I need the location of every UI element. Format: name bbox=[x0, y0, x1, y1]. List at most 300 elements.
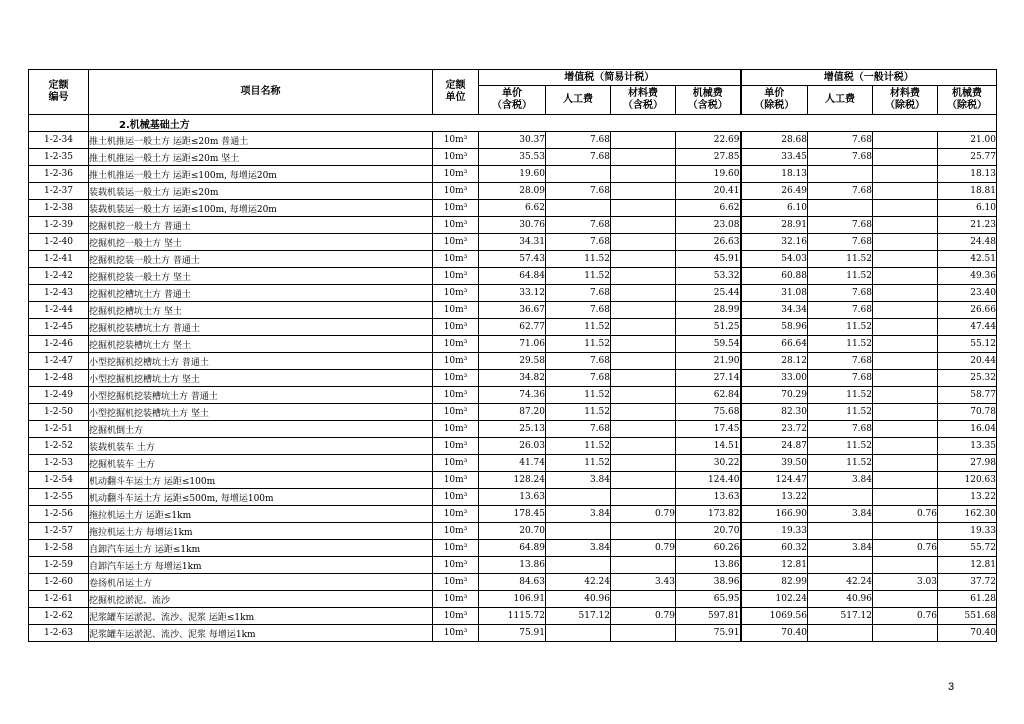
general-labor: 11.52 bbox=[808, 387, 873, 404]
simple-material bbox=[611, 251, 676, 268]
simple-machine: 75.68 bbox=[676, 404, 741, 421]
general-material bbox=[873, 166, 938, 183]
general-material: 0.76 bbox=[873, 608, 938, 625]
table-row bbox=[29, 217, 997, 234]
simple-labor: 3.84 bbox=[546, 472, 611, 489]
simple-machine: 26.63 bbox=[676, 234, 741, 251]
simple-labor: 11.52 bbox=[546, 455, 611, 472]
table-row bbox=[29, 183, 997, 200]
simple-labor: 11.52 bbox=[546, 319, 611, 336]
general-material bbox=[873, 183, 938, 200]
quota-unit: 10m³ bbox=[433, 557, 479, 574]
simple-material: 0.79 bbox=[611, 608, 676, 625]
simple-labor bbox=[546, 166, 611, 183]
general-unit-price: 60.32 bbox=[741, 540, 808, 557]
general-machine: 18.13 bbox=[938, 166, 997, 183]
general-unit-price: 18.13 bbox=[741, 166, 808, 183]
general-labor: 7.68 bbox=[808, 370, 873, 387]
simple-labor bbox=[546, 557, 611, 574]
simple-unit-price: 13.63 bbox=[479, 489, 546, 506]
general-machine: 21.00 bbox=[938, 132, 997, 149]
table-row bbox=[29, 438, 997, 455]
simple-labor: 11.52 bbox=[546, 336, 611, 353]
simple-machine: 597.81 bbox=[676, 608, 741, 625]
general-unit-price: 33.00 bbox=[741, 370, 808, 387]
simple-material bbox=[611, 370, 676, 387]
general-material bbox=[873, 285, 938, 302]
simple-material bbox=[611, 149, 676, 166]
simple-machine: 75.91 bbox=[676, 625, 741, 642]
general-machine: 70.78 bbox=[938, 404, 997, 421]
simple-material bbox=[611, 234, 676, 251]
quota-unit: 10m³ bbox=[433, 387, 479, 404]
table-row bbox=[29, 234, 997, 251]
simple-unit-price: 25.13 bbox=[479, 421, 546, 438]
general-unit-price: 58.96 bbox=[741, 319, 808, 336]
simple-labor bbox=[546, 489, 611, 506]
simple-machine: 13.86 bbox=[676, 557, 741, 574]
general-unit-price: 12.81 bbox=[741, 557, 808, 574]
general-machine: 55.12 bbox=[938, 336, 997, 353]
quota-code: 1-2-45 bbox=[29, 319, 89, 336]
simple-material bbox=[611, 455, 676, 472]
quota-code: 1-2-37 bbox=[29, 183, 89, 200]
simple-material: 0.79 bbox=[611, 540, 676, 557]
quota-unit: 10m³ bbox=[433, 319, 479, 336]
simple-labor: 7.68 bbox=[546, 234, 611, 251]
simple-machine: 53.32 bbox=[676, 268, 741, 285]
general-labor bbox=[808, 166, 873, 183]
quota-code: 1-2-51 bbox=[29, 421, 89, 438]
simple-material bbox=[611, 489, 676, 506]
header-general-machine: 机械费 （除税） bbox=[938, 86, 997, 115]
item-name: 装载机装运一般土方 运距≤100m, 每增运20m bbox=[89, 200, 433, 217]
header-simple-tax-group: 增值税（简易计税） bbox=[479, 70, 741, 86]
general-machine: 47.44 bbox=[938, 319, 997, 336]
simple-machine: 28.99 bbox=[676, 302, 741, 319]
table-row bbox=[29, 387, 997, 404]
general-machine: 19.33 bbox=[938, 523, 997, 540]
quota-unit: 10m³ bbox=[433, 285, 479, 302]
general-labor: 11.52 bbox=[808, 455, 873, 472]
simple-material bbox=[611, 625, 676, 642]
general-labor: 7.68 bbox=[808, 183, 873, 200]
general-machine: 70.40 bbox=[938, 625, 997, 642]
item-name: 推土机推运一般土方 运距≤100m, 每增运20m bbox=[89, 166, 433, 183]
simple-material: 3.43 bbox=[611, 574, 676, 591]
quota-unit: 10m³ bbox=[433, 132, 479, 149]
table-row bbox=[29, 489, 997, 506]
general-machine: 37.72 bbox=[938, 574, 997, 591]
simple-unit-price: 74.36 bbox=[479, 387, 546, 404]
item-name: 卷扬机吊运土方 bbox=[89, 574, 433, 591]
table-row bbox=[29, 506, 997, 523]
quota-code: 1-2-47 bbox=[29, 353, 89, 370]
quota-unit: 10m³ bbox=[433, 404, 479, 421]
simple-labor: 7.68 bbox=[546, 132, 611, 149]
general-unit-price: 24.87 bbox=[741, 438, 808, 455]
general-unit-price: 70.29 bbox=[741, 387, 808, 404]
simple-unit-price: 57.43 bbox=[479, 251, 546, 268]
general-unit-price: 66.64 bbox=[741, 336, 808, 353]
simple-material bbox=[611, 302, 676, 319]
general-labor: 7.68 bbox=[808, 421, 873, 438]
quota-unit: 10m³ bbox=[433, 217, 479, 234]
general-unit-price: 60.88 bbox=[741, 268, 808, 285]
general-labor: 11.52 bbox=[808, 336, 873, 353]
quota-code: 1-2-60 bbox=[29, 574, 89, 591]
quota-unit: 10m³ bbox=[433, 353, 479, 370]
quota-code: 1-2-62 bbox=[29, 608, 89, 625]
item-name: 挖掘机挖装一般土方 坚土 bbox=[89, 268, 433, 285]
simple-material bbox=[611, 523, 676, 540]
general-unit-price: 124.47 bbox=[741, 472, 808, 489]
table-row bbox=[29, 353, 997, 370]
general-labor: 7.68 bbox=[808, 353, 873, 370]
simple-unit-price: 6.62 bbox=[479, 200, 546, 217]
simple-unit-price: 36.67 bbox=[479, 302, 546, 319]
general-unit-price: 28.91 bbox=[741, 217, 808, 234]
general-unit-price: 26.49 bbox=[741, 183, 808, 200]
simple-material bbox=[611, 319, 676, 336]
general-unit-price: 13.22 bbox=[741, 489, 808, 506]
general-machine: 58.77 bbox=[938, 387, 997, 404]
general-unit-price: 1069.56 bbox=[741, 608, 808, 625]
general-unit-price: 166.90 bbox=[741, 506, 808, 523]
table-row bbox=[29, 591, 997, 608]
simple-machine: 19.60 bbox=[676, 166, 741, 183]
general-material bbox=[873, 591, 938, 608]
item-name: 小型挖掘机挖装槽坑土方 普通土 bbox=[89, 387, 433, 404]
general-labor: 7.68 bbox=[808, 132, 873, 149]
general-material bbox=[873, 404, 938, 421]
general-labor: 42.24 bbox=[808, 574, 873, 591]
simple-labor: 7.68 bbox=[546, 285, 611, 302]
table-row bbox=[29, 149, 997, 166]
simple-unit-price: 30.76 bbox=[479, 217, 546, 234]
simple-labor: 517.12 bbox=[546, 608, 611, 625]
quota-unit: 10m³ bbox=[433, 370, 479, 387]
simple-unit-price: 34.31 bbox=[479, 234, 546, 251]
general-labor bbox=[808, 200, 873, 217]
general-labor: 3.84 bbox=[808, 472, 873, 489]
item-name: 拖拉机运土方 每增运1km bbox=[89, 523, 433, 540]
simple-unit-price: 35.53 bbox=[479, 149, 546, 166]
simple-unit-price: 28.09 bbox=[479, 183, 546, 200]
simple-labor: 42.24 bbox=[546, 574, 611, 591]
general-machine: 18.81 bbox=[938, 183, 997, 200]
simple-material bbox=[611, 285, 676, 302]
simple-unit-price: 26.03 bbox=[479, 438, 546, 455]
simple-machine: 38.96 bbox=[676, 574, 741, 591]
header-general-tax-group: 增值税（一般计税） bbox=[741, 70, 997, 86]
general-labor: 11.52 bbox=[808, 404, 873, 421]
quota-code: 1-2-53 bbox=[29, 455, 89, 472]
simple-unit-price: 19.60 bbox=[479, 166, 546, 183]
general-machine: 42.51 bbox=[938, 251, 997, 268]
quota-code: 1-2-43 bbox=[29, 285, 89, 302]
general-unit-price: 39.50 bbox=[741, 455, 808, 472]
table-row bbox=[29, 251, 997, 268]
quota-unit: 10m³ bbox=[433, 455, 479, 472]
quota-unit: 10m³ bbox=[433, 625, 479, 642]
quota-unit: 10m³ bbox=[433, 302, 479, 319]
simple-material bbox=[611, 268, 676, 285]
general-machine: 6.10 bbox=[938, 200, 997, 217]
general-unit-price: 32.16 bbox=[741, 234, 808, 251]
quota-price-table bbox=[28, 69, 997, 642]
general-machine: 25.32 bbox=[938, 370, 997, 387]
quota-unit: 10m³ bbox=[433, 200, 479, 217]
simple-machine: 60.26 bbox=[676, 540, 741, 557]
general-unit-price: 28.12 bbox=[741, 353, 808, 370]
item-name: 推土机推运一般土方 运距≤20m 普通土 bbox=[89, 132, 433, 149]
item-name: 挖掘机挖装槽坑土方 普通土 bbox=[89, 319, 433, 336]
quota-unit: 10m³ bbox=[433, 574, 479, 591]
simple-machine: 20.41 bbox=[676, 183, 741, 200]
simple-labor: 7.68 bbox=[546, 217, 611, 234]
general-material bbox=[873, 489, 938, 506]
section-title: 2.机械基础土方 bbox=[89, 115, 997, 132]
simple-labor: 3.84 bbox=[546, 540, 611, 557]
general-material bbox=[873, 421, 938, 438]
general-machine: 24.48 bbox=[938, 234, 997, 251]
header-simple-machine: 机械费 （含税） bbox=[676, 86, 741, 115]
general-machine: 551.68 bbox=[938, 608, 997, 625]
quota-code: 1-2-52 bbox=[29, 438, 89, 455]
general-labor: 11.52 bbox=[808, 438, 873, 455]
quota-unit: 10m³ bbox=[433, 234, 479, 251]
simple-unit-price: 30.37 bbox=[479, 132, 546, 149]
simple-machine: 124.40 bbox=[676, 472, 741, 489]
header-simple-material: 材料费 （含税） bbox=[611, 86, 676, 115]
item-name: 泥浆罐车运淤泥、流沙、泥浆 每增运1km bbox=[89, 625, 433, 642]
general-unit-price: 6.10 bbox=[741, 200, 808, 217]
quota-code: 1-2-48 bbox=[29, 370, 89, 387]
item-name: 挖掘机挖槽坑土方 普通土 bbox=[89, 285, 433, 302]
general-material bbox=[873, 132, 938, 149]
general-labor bbox=[808, 625, 873, 642]
quota-code: 1-2-46 bbox=[29, 336, 89, 353]
quota-code: 1-2-49 bbox=[29, 387, 89, 404]
table-row bbox=[29, 200, 997, 217]
simple-labor: 7.68 bbox=[546, 302, 611, 319]
quota-code: 1-2-42 bbox=[29, 268, 89, 285]
general-material bbox=[873, 268, 938, 285]
general-material bbox=[873, 302, 938, 319]
table-row bbox=[29, 421, 997, 438]
item-name: 泥浆罐车运淤泥、流沙、泥浆 运距≤1km bbox=[89, 608, 433, 625]
quota-unit: 10m³ bbox=[433, 506, 479, 523]
general-unit-price: 102.24 bbox=[741, 591, 808, 608]
simple-machine: 23.08 bbox=[676, 217, 741, 234]
header-name: 项目名称 bbox=[89, 70, 433, 115]
page-number: 3 bbox=[948, 681, 955, 693]
quota-unit: 10m³ bbox=[433, 336, 479, 353]
simple-unit-price: 33.12 bbox=[479, 285, 546, 302]
general-labor bbox=[808, 523, 873, 540]
quota-code: 1-2-39 bbox=[29, 217, 89, 234]
simple-material: 0.79 bbox=[611, 506, 676, 523]
quota-code: 1-2-58 bbox=[29, 540, 89, 557]
quota-code: 1-2-34 bbox=[29, 132, 89, 149]
general-labor bbox=[808, 489, 873, 506]
item-name: 挖掘机挖装槽坑土方 坚土 bbox=[89, 336, 433, 353]
simple-material bbox=[611, 438, 676, 455]
general-unit-price: 70.40 bbox=[741, 625, 808, 642]
simple-labor: 11.52 bbox=[546, 268, 611, 285]
quota-unit: 10m³ bbox=[433, 489, 479, 506]
quota-unit: 10m³ bbox=[433, 183, 479, 200]
general-machine: 26.66 bbox=[938, 302, 997, 319]
general-unit-price: 28.68 bbox=[741, 132, 808, 149]
general-material bbox=[873, 319, 938, 336]
simple-machine: 62.84 bbox=[676, 387, 741, 404]
table-row bbox=[29, 557, 997, 574]
header-general-unit-price: 单价 （除税） bbox=[741, 86, 808, 115]
quota-unit: 10m³ bbox=[433, 608, 479, 625]
quota-unit: 10m³ bbox=[433, 523, 479, 540]
table-row bbox=[29, 319, 997, 336]
general-labor: 7.68 bbox=[808, 302, 873, 319]
general-labor: 11.52 bbox=[808, 319, 873, 336]
general-labor: 40.96 bbox=[808, 591, 873, 608]
simple-labor: 7.68 bbox=[546, 183, 611, 200]
simple-unit-price: 87.20 bbox=[479, 404, 546, 421]
general-unit-price: 31.08 bbox=[741, 285, 808, 302]
table-row bbox=[29, 166, 997, 183]
table-row bbox=[29, 285, 997, 302]
simple-material bbox=[611, 336, 676, 353]
simple-machine: 27.85 bbox=[676, 149, 741, 166]
item-name: 挖掘机挖一般土方 坚土 bbox=[89, 234, 433, 251]
general-material bbox=[873, 200, 938, 217]
item-name: 挖掘机挖淤泥、流沙 bbox=[89, 591, 433, 608]
general-material bbox=[873, 387, 938, 404]
header-code: 定额 编号 bbox=[29, 70, 89, 115]
table-row bbox=[29, 370, 997, 387]
header-general-material: 材料费 （除税） bbox=[873, 86, 938, 115]
item-name: 拖拉机运土方 运距≤1km bbox=[89, 506, 433, 523]
simple-machine: 22.69 bbox=[676, 132, 741, 149]
general-machine: 20.44 bbox=[938, 353, 997, 370]
general-labor: 7.68 bbox=[808, 217, 873, 234]
general-material bbox=[873, 523, 938, 540]
simple-labor: 11.52 bbox=[546, 387, 611, 404]
general-material bbox=[873, 438, 938, 455]
item-name: 机动翻斗车运土方 运距≤100m bbox=[89, 472, 433, 489]
simple-unit-price: 20.70 bbox=[479, 523, 546, 540]
general-unit-price: 82.30 bbox=[741, 404, 808, 421]
general-labor bbox=[808, 557, 873, 574]
simple-unit-price: 84.63 bbox=[479, 574, 546, 591]
simple-machine: 59.54 bbox=[676, 336, 741, 353]
item-name: 推土机推运一般土方 运距≤20m 坚土 bbox=[89, 149, 433, 166]
general-machine: 120.63 bbox=[938, 472, 997, 489]
simple-material bbox=[611, 421, 676, 438]
simple-unit-price: 29.58 bbox=[479, 353, 546, 370]
general-material bbox=[873, 353, 938, 370]
quota-unit: 10m³ bbox=[433, 149, 479, 166]
simple-unit-price: 62.77 bbox=[479, 319, 546, 336]
general-machine: 27.98 bbox=[938, 455, 997, 472]
simple-machine: 27.14 bbox=[676, 370, 741, 387]
quota-code: 1-2-38 bbox=[29, 200, 89, 217]
simple-labor: 40.96 bbox=[546, 591, 611, 608]
general-machine: 21.23 bbox=[938, 217, 997, 234]
table-row bbox=[29, 472, 997, 489]
general-machine: 55.72 bbox=[938, 540, 997, 557]
simple-material bbox=[611, 404, 676, 421]
quota-code: 1-2-54 bbox=[29, 472, 89, 489]
simple-material bbox=[611, 353, 676, 370]
simple-labor: 11.52 bbox=[546, 251, 611, 268]
simple-unit-price: 71.06 bbox=[479, 336, 546, 353]
table-row bbox=[29, 608, 997, 625]
simple-material bbox=[611, 217, 676, 234]
simple-machine: 21.90 bbox=[676, 353, 741, 370]
quota-unit: 10m³ bbox=[433, 591, 479, 608]
general-machine: 25.77 bbox=[938, 149, 997, 166]
simple-unit-price: 13.86 bbox=[479, 557, 546, 574]
simple-material bbox=[611, 472, 676, 489]
general-material bbox=[873, 234, 938, 251]
item-name: 自卸汽车运土方 每增运1km bbox=[89, 557, 433, 574]
simple-machine: 25.44 bbox=[676, 285, 741, 302]
simple-unit-price: 34.82 bbox=[479, 370, 546, 387]
general-labor: 3.84 bbox=[808, 506, 873, 523]
item-name: 挖掘机倒土方 bbox=[89, 421, 433, 438]
quota-code: 1-2-63 bbox=[29, 625, 89, 642]
quota-unit: 10m³ bbox=[433, 472, 479, 489]
general-material bbox=[873, 455, 938, 472]
item-name: 自卸汽车运土方 运距≤1km bbox=[89, 540, 433, 557]
simple-machine: 14.51 bbox=[676, 438, 741, 455]
general-machine: 12.81 bbox=[938, 557, 997, 574]
table-row bbox=[29, 336, 997, 353]
general-labor: 517.12 bbox=[808, 608, 873, 625]
general-material bbox=[873, 336, 938, 353]
general-unit-price: 82.99 bbox=[741, 574, 808, 591]
table-row bbox=[29, 268, 997, 285]
general-unit-price: 23.72 bbox=[741, 421, 808, 438]
header-simple-labor: 人工费 bbox=[546, 86, 611, 115]
simple-unit-price: 64.84 bbox=[479, 268, 546, 285]
simple-machine: 173.82 bbox=[676, 506, 741, 523]
item-name: 挖掘机挖一般土方 普通土 bbox=[89, 217, 433, 234]
general-machine: 23.40 bbox=[938, 285, 997, 302]
simple-labor: 11.52 bbox=[546, 404, 611, 421]
quota-unit: 10m³ bbox=[433, 438, 479, 455]
general-labor: 11.52 bbox=[808, 268, 873, 285]
simple-machine: 51.25 bbox=[676, 319, 741, 336]
simple-unit-price: 41.74 bbox=[479, 455, 546, 472]
simple-machine: 6.62 bbox=[676, 200, 741, 217]
table-row bbox=[29, 574, 997, 591]
general-material: 0.76 bbox=[873, 540, 938, 557]
simple-labor: 7.68 bbox=[546, 353, 611, 370]
general-unit-price: 34.34 bbox=[741, 302, 808, 319]
simple-machine: 13.63 bbox=[676, 489, 741, 506]
simple-labor: 3.84 bbox=[546, 506, 611, 523]
simple-material bbox=[611, 387, 676, 404]
header-unit: 定额 单位 bbox=[433, 70, 479, 115]
general-material bbox=[873, 217, 938, 234]
item-name: 挖掘机装车 土方 bbox=[89, 455, 433, 472]
quota-code: 1-2-50 bbox=[29, 404, 89, 421]
item-name: 装载机装运一般土方 运距≤20m bbox=[89, 183, 433, 200]
quota-unit: 10m³ bbox=[433, 268, 479, 285]
